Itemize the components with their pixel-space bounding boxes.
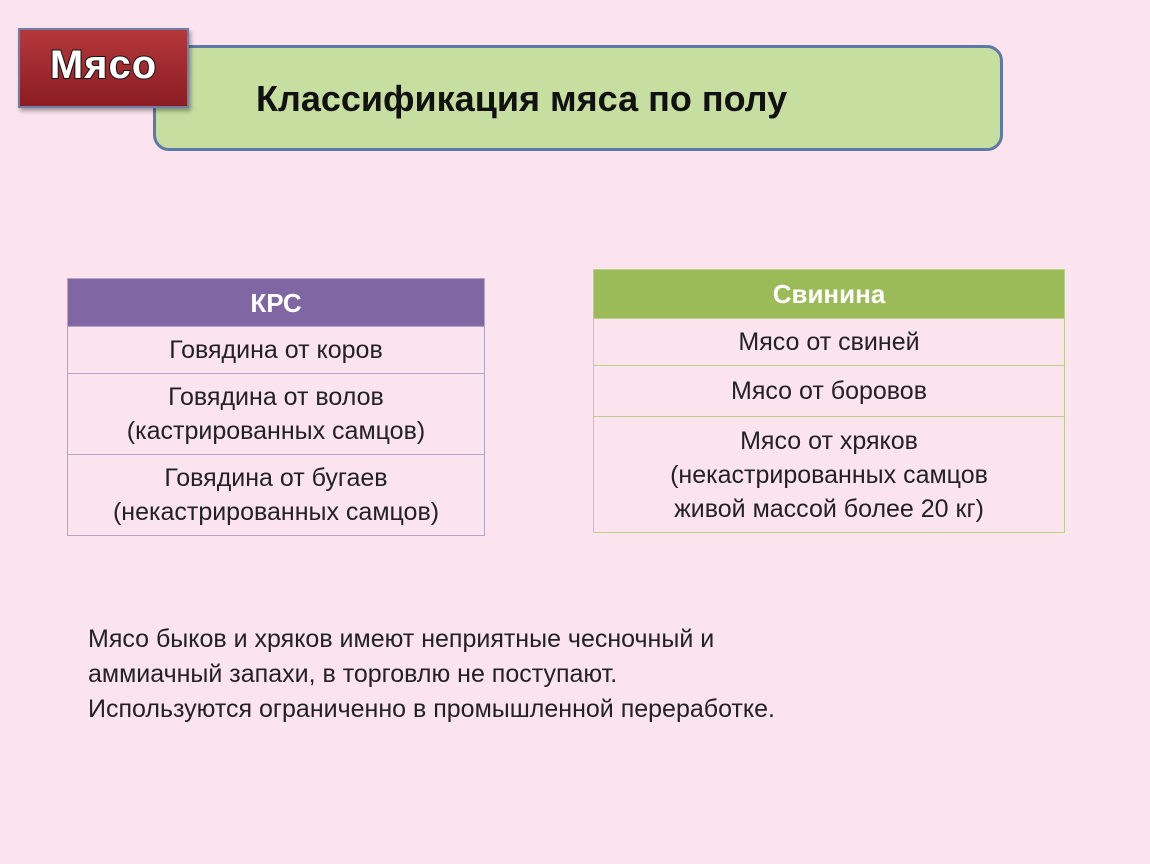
- table-cell: [68, 374, 485, 455]
- table-cell: [68, 455, 485, 536]
- cell-line: Мясо от боровов: [731, 377, 927, 405]
- cell-line: (некастрированных самцов): [112, 498, 440, 526]
- cell-line: Мясо от свиней: [738, 328, 920, 356]
- table-cell: [594, 366, 1065, 417]
- table-header-row: [594, 270, 1065, 319]
- note-paragraph: [88, 622, 968, 727]
- cell-line: живой массой более 20 кг): [674, 494, 984, 523]
- table-header-row: [68, 279, 485, 327]
- cell-line: Говядина от волов: [168, 383, 384, 411]
- note-line: Используются ограниченно в промышленной переработке.: [88, 695, 775, 723]
- table-row: [594, 319, 1065, 366]
- cell-line: Мясо от хряков: [740, 426, 918, 455]
- section-badge-label: Мясо: [49, 42, 158, 87]
- section-badge: [18, 28, 189, 108]
- table-row: [594, 366, 1065, 417]
- note-line: Мясо быков и хряков имеют неприятные чесночный и: [88, 625, 715, 653]
- table-row: [68, 374, 485, 455]
- page-title: Классификация мяса по полу: [256, 78, 788, 119]
- table-header-pork: Свинина: [594, 270, 1065, 319]
- cell-line: (некастрированных самцов: [670, 460, 988, 489]
- table-cell: [68, 327, 485, 374]
- cell-line: Говядина от бугаев: [164, 464, 388, 492]
- note-line: аммиачный запахи, в торговлю не поступают.: [88, 660, 618, 688]
- cell-line: Говядина от коров: [169, 336, 383, 364]
- table-row: [68, 327, 485, 374]
- table-pork: [593, 269, 1065, 533]
- table-header-krs: КРС: [68, 279, 485, 327]
- table-row: [594, 417, 1065, 533]
- table-cell: [594, 417, 1065, 533]
- table-cell: [594, 319, 1065, 366]
- table-row: [68, 455, 485, 536]
- cell-line: (кастрированных самцов): [126, 417, 426, 445]
- table-krs: [67, 278, 485, 536]
